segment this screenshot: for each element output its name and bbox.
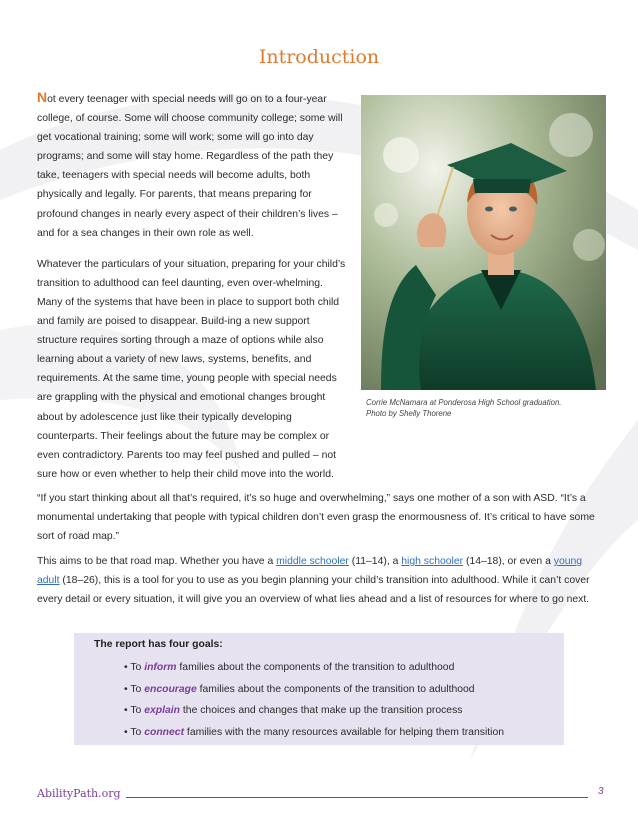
intro-paragraph-1-text: ot every teenager with special needs will go on to a four-year college, of course. Some will choose community college; some will get vocational training; some will work; some will go into day programs; and some will stay home. Regardless of the path they take, teenagers with special needs will become adults, both physically and legally. For parents, that means preparing for profound changes in nearly every aspect of their children’s lives – and for a sea changes in their own role as well. [37,94,343,239]
roadmap-text-1: This aims to be that road map. Whether you have a [37,556,277,567]
intro-paragraph-2: Whatever the particulars of your situation, preparing for your child’s transition to adulthood can feel daunting, even over-whelming. Many of the systems that have been in place to support both child and family are poised to disappear. Build-ing a new support structure requires sorting through a maze of options while also learning about a variety of new laws, systems, benefits, and requirements. At the same time, young people with special needs are grappling with the physical and emotional changes brought about by adolescence just like their typically developing counterparts. Their feelings about the future may be complex or even contradictory. Parents too may feel pushed and pulled – not sure how or even whether to help their child move into the world. [37,258,346,480]
middle-schooler-link[interactable]: middle schooler [276,556,349,567]
goal-text: the choices and changes that make up the transition process [180,705,463,716]
goal-verb: inform [144,662,177,673]
footer-divider [126,797,588,798]
goal-item [124,700,504,722]
page-number: 3 [598,786,604,797]
goal-item [124,657,504,679]
goal-bullet: • To [124,705,145,716]
goal-bullet: • To [124,662,145,673]
parent-quote: “If you start thinking about all that’s required, it’s so huge and overwhelming,” says one mother of a son with ASD. “It’s a monumental undertaking that people with typical children don’t even grasp the enormousness of. It’s critical to have some sort of road map.” [37,493,595,543]
roadmap-text-3: (14–18), or even a [463,556,554,567]
young-adult-link[interactable]: young adult [37,556,583,587]
goal-verb: connect [144,726,185,738]
goal-bullet: • To [124,726,145,738]
roadmap-text-2: (11–14), a [348,556,402,567]
goal-item [124,722,504,744]
goals-box [74,633,564,745]
photo-caption [366,397,611,419]
graduation-photo [361,95,606,390]
high-schooler-link[interactable]: high schooler [401,556,464,567]
page-title: Introduction [258,46,380,68]
photo-caption-line-1: Corrie McNamara at Ponderosa High School graduation. [366,398,562,407]
goal-verb: explain [144,705,181,716]
goals-list [124,657,504,743]
intro-paragraph-1 [37,88,349,243]
intro-column [37,88,349,496]
goal-text: families about the components of the transition to adulthood [176,662,455,673]
goals-heading: The report has four goals: [94,639,223,650]
footer-brand-link[interactable]: AbilityPath.org [37,787,121,800]
roadmap-paragraph [37,552,603,609]
goal-verb: encourage [144,683,197,695]
drop-cap: N [37,89,48,105]
roadmap-text-4: (18–26), this is a tool for you to use as you begin planning your child’s transition into adulthood. While it can’t cover every detail or every situation, it will give you an overview of what lies ahead and a list of resources for where to go next. [37,575,590,606]
goal-text: families with the many resources available for helping them transition [184,726,505,738]
photo-caption-line-2: Photo by Shelly Thorene [366,409,452,418]
goal-item [124,679,504,701]
goal-text: families about the components of the transition to adulthood [196,683,475,695]
goal-bullet: • To [124,683,145,695]
